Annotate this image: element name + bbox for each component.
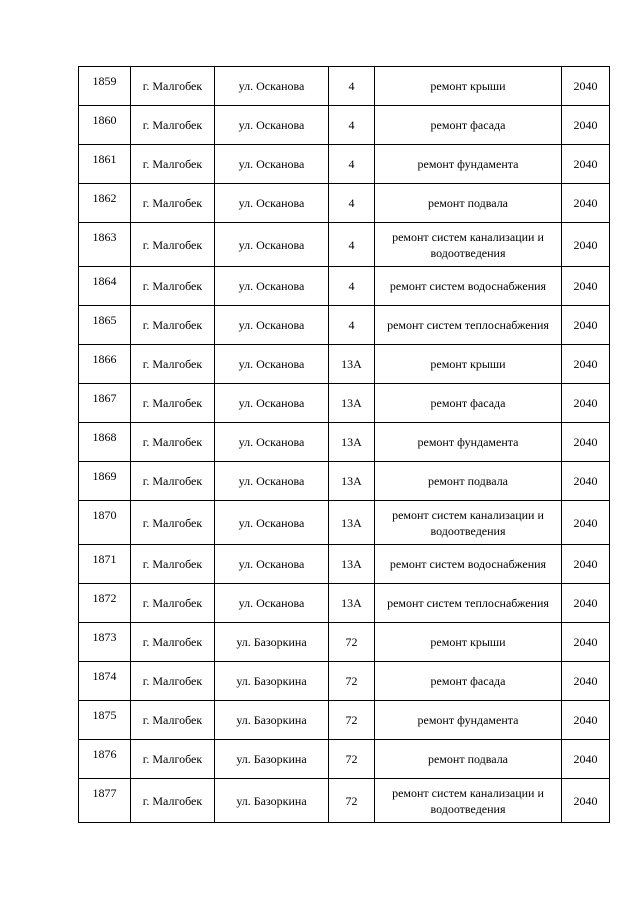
street-cell: ул. Базоркина bbox=[215, 623, 329, 662]
year-cell: 2040 bbox=[562, 501, 610, 545]
work-type-cell: ремонт подвала bbox=[375, 740, 562, 779]
house-number-cell: 13А bbox=[329, 545, 375, 584]
year-cell: 2040 bbox=[562, 662, 610, 701]
house-number-cell: 13А bbox=[329, 584, 375, 623]
house-number-cell: 13А bbox=[329, 423, 375, 462]
table-row bbox=[79, 779, 610, 823]
street-cell: ул. Осканова bbox=[215, 67, 329, 106]
city-cell: г. Малгобек bbox=[131, 306, 215, 345]
row-number-cell: 1869 bbox=[79, 462, 131, 501]
work-type-cell: ремонт подвала bbox=[375, 462, 562, 501]
table-row bbox=[79, 267, 610, 306]
house-number-cell: 72 bbox=[329, 740, 375, 779]
work-type-cell: ремонт фасада bbox=[375, 384, 562, 423]
table-row bbox=[79, 701, 610, 740]
street-cell: ул. Базоркина bbox=[215, 779, 329, 823]
row-number-cell: 1866 bbox=[79, 345, 131, 384]
table-row bbox=[79, 501, 610, 545]
year-cell: 2040 bbox=[562, 701, 610, 740]
work-type-cell: ремонт фундамента bbox=[375, 145, 562, 184]
work-type-cell: ремонт фундамента bbox=[375, 423, 562, 462]
city-cell: г. Малгобек bbox=[131, 545, 215, 584]
row-number-cell: 1874 bbox=[79, 662, 131, 701]
year-cell: 2040 bbox=[562, 779, 610, 823]
year-cell: 2040 bbox=[562, 67, 610, 106]
work-type-cell: ремонт фасада bbox=[375, 662, 562, 701]
row-number-cell: 1875 bbox=[79, 701, 131, 740]
work-type-cell: ремонт систем канализации и водоотведения bbox=[375, 223, 562, 267]
year-cell: 2040 bbox=[562, 740, 610, 779]
work-type-cell: ремонт систем водоснабжения bbox=[375, 545, 562, 584]
year-cell: 2040 bbox=[562, 184, 610, 223]
table-row bbox=[79, 623, 610, 662]
row-number-cell: 1873 bbox=[79, 623, 131, 662]
street-cell: ул. Осканова bbox=[215, 501, 329, 545]
house-number-cell: 72 bbox=[329, 623, 375, 662]
house-number-cell: 13А bbox=[329, 501, 375, 545]
street-cell: ул. Базоркина bbox=[215, 701, 329, 740]
row-number-cell: 1876 bbox=[79, 740, 131, 779]
street-cell: ул. Осканова bbox=[215, 267, 329, 306]
row-number-cell: 1867 bbox=[79, 384, 131, 423]
year-cell: 2040 bbox=[562, 384, 610, 423]
work-type-cell: ремонт систем теплоснабжения bbox=[375, 306, 562, 345]
city-cell: г. Малгобек bbox=[131, 584, 215, 623]
table-row bbox=[79, 545, 610, 584]
house-number-cell: 4 bbox=[329, 184, 375, 223]
row-number-cell: 1859 bbox=[79, 67, 131, 106]
city-cell: г. Малгобек bbox=[131, 384, 215, 423]
year-cell: 2040 bbox=[562, 462, 610, 501]
city-cell: г. Малгобек bbox=[131, 145, 215, 184]
city-cell: г. Малгобек bbox=[131, 223, 215, 267]
street-cell: ул. Осканова bbox=[215, 384, 329, 423]
work-type-cell: ремонт фасада bbox=[375, 106, 562, 145]
city-cell: г. Малгобек bbox=[131, 779, 215, 823]
house-number-cell: 72 bbox=[329, 662, 375, 701]
year-cell: 2040 bbox=[562, 623, 610, 662]
table-row bbox=[79, 106, 610, 145]
row-number-cell: 1868 bbox=[79, 423, 131, 462]
street-cell: ул. Осканова bbox=[215, 423, 329, 462]
city-cell: г. Малгобек bbox=[131, 67, 215, 106]
house-number-cell: 4 bbox=[329, 145, 375, 184]
work-type-cell: ремонт систем водоснабжения bbox=[375, 267, 562, 306]
city-cell: г. Малгобек bbox=[131, 701, 215, 740]
city-cell: г. Малгобек bbox=[131, 462, 215, 501]
house-number-cell: 13А bbox=[329, 384, 375, 423]
row-number-cell: 1865 bbox=[79, 306, 131, 345]
street-cell: ул. Осканова bbox=[215, 306, 329, 345]
year-cell: 2040 bbox=[562, 106, 610, 145]
house-number-cell: 4 bbox=[329, 67, 375, 106]
year-cell: 2040 bbox=[562, 145, 610, 184]
year-cell: 2040 bbox=[562, 423, 610, 462]
year-cell: 2040 bbox=[562, 584, 610, 623]
work-type-cell: ремонт систем теплоснабжения bbox=[375, 584, 562, 623]
table-row bbox=[79, 662, 610, 701]
work-type-cell: ремонт крыши bbox=[375, 345, 562, 384]
row-number-cell: 1862 bbox=[79, 184, 131, 223]
work-type-cell: ремонт крыши bbox=[375, 67, 562, 106]
table-row bbox=[79, 584, 610, 623]
house-number-cell: 72 bbox=[329, 701, 375, 740]
table-row bbox=[79, 462, 610, 501]
table-row bbox=[79, 306, 610, 345]
city-cell: г. Малгобек bbox=[131, 184, 215, 223]
table-row bbox=[79, 345, 610, 384]
city-cell: г. Малгобек bbox=[131, 623, 215, 662]
house-number-cell: 72 bbox=[329, 779, 375, 823]
house-number-cell: 4 bbox=[329, 223, 375, 267]
house-number-cell: 13А bbox=[329, 345, 375, 384]
table-row bbox=[79, 223, 610, 267]
street-cell: ул. Осканова bbox=[215, 545, 329, 584]
table-row bbox=[79, 384, 610, 423]
repair-schedule-table bbox=[78, 66, 610, 823]
year-cell: 2040 bbox=[562, 267, 610, 306]
street-cell: ул. Осканова bbox=[215, 184, 329, 223]
table-row bbox=[79, 740, 610, 779]
street-cell: ул. Базоркина bbox=[215, 662, 329, 701]
street-cell: ул. Осканова bbox=[215, 145, 329, 184]
city-cell: г. Малгобек bbox=[131, 740, 215, 779]
year-cell: 2040 bbox=[562, 223, 610, 267]
work-type-cell: ремонт подвала bbox=[375, 184, 562, 223]
row-number-cell: 1864 bbox=[79, 267, 131, 306]
house-number-cell: 4 bbox=[329, 267, 375, 306]
work-type-cell: ремонт фундамента bbox=[375, 701, 562, 740]
year-cell: 2040 bbox=[562, 345, 610, 384]
street-cell: ул. Базоркина bbox=[215, 740, 329, 779]
table-row bbox=[79, 67, 610, 106]
city-cell: г. Малгобек bbox=[131, 345, 215, 384]
table-row bbox=[79, 145, 610, 184]
row-number-cell: 1871 bbox=[79, 545, 131, 584]
row-number-cell: 1860 bbox=[79, 106, 131, 145]
year-cell: 2040 bbox=[562, 306, 610, 345]
work-type-cell: ремонт крыши bbox=[375, 623, 562, 662]
city-cell: г. Малгобек bbox=[131, 662, 215, 701]
house-number-cell: 13А bbox=[329, 462, 375, 501]
work-type-cell: ремонт систем канализации и водоотведения bbox=[375, 779, 562, 823]
street-cell: ул. Осканова bbox=[215, 462, 329, 501]
street-cell: ул. Осканова bbox=[215, 223, 329, 267]
work-type-cell: ремонт систем канализации и водоотведения bbox=[375, 501, 562, 545]
city-cell: г. Малгобек bbox=[131, 501, 215, 545]
table-row bbox=[79, 184, 610, 223]
year-cell: 2040 bbox=[562, 545, 610, 584]
row-number-cell: 1877 bbox=[79, 779, 131, 823]
street-cell: ул. Осканова bbox=[215, 584, 329, 623]
street-cell: ул. Осканова bbox=[215, 106, 329, 145]
street-cell: ул. Осканова bbox=[215, 345, 329, 384]
row-number-cell: 1872 bbox=[79, 584, 131, 623]
row-number-cell: 1870 bbox=[79, 501, 131, 545]
row-number-cell: 1863 bbox=[79, 223, 131, 267]
table-row bbox=[79, 423, 610, 462]
house-number-cell: 4 bbox=[329, 106, 375, 145]
city-cell: г. Малгобек bbox=[131, 423, 215, 462]
row-number-cell: 1861 bbox=[79, 145, 131, 184]
house-number-cell: 4 bbox=[329, 306, 375, 345]
city-cell: г. Малгобек bbox=[131, 106, 215, 145]
city-cell: г. Малгобек bbox=[131, 267, 215, 306]
